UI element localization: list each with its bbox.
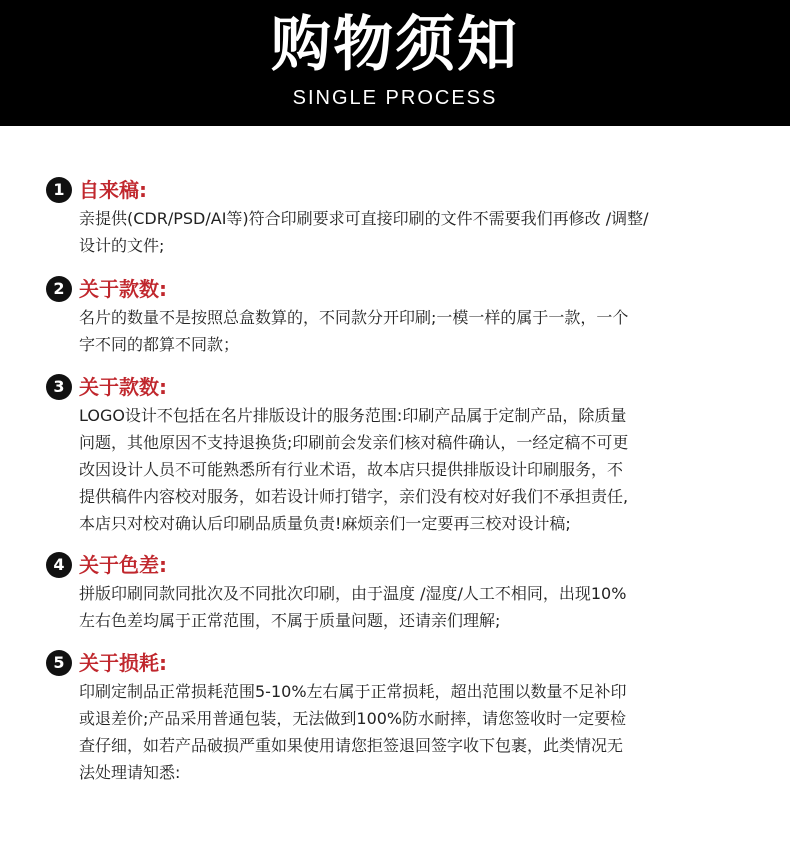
section-design-count (46, 274, 746, 358)
number-badge: 4 (46, 552, 72, 578)
section-color-difference (46, 550, 746, 634)
section-design-service (46, 372, 746, 537)
number-badge: 3 (46, 374, 72, 400)
body-line: 亲提供(CDR/PSD/AI等)符合印刷要求可直接印刷的文件不需要我们再修改 /调整/ (79, 209, 649, 228)
section-body (79, 205, 746, 259)
body-line: 提供稿件内容校对服务，如若设计师打错字，亲们没有校对好我们不承担责任, (79, 487, 629, 506)
body-line: 设计的文件; (79, 236, 165, 255)
body-line: LOGO设计不包括在名片排版设计的服务范围:印刷产品属于定制产品，除质量 (79, 406, 627, 425)
body-line: 或退差价;产品采用普通包装，无法做到100%防水耐摔，请您签收时一定要检 (79, 709, 627, 728)
section-title: 关于款数: (79, 277, 167, 301)
section-title: 关于损耗: (79, 651, 167, 675)
header-banner (0, 0, 790, 126)
body-line: 印刷定制品正常损耗范围5-10%左右属于正常损耗，超出范围以数量不足补印 (79, 682, 627, 701)
number-badge: 5 (46, 650, 72, 676)
section-body (79, 580, 746, 634)
section-title: 自来稿: (79, 178, 147, 202)
section-self-provided-files (46, 175, 746, 259)
section-title: 关于款数: (79, 375, 167, 399)
page-subtitle: SINGLE PROCESS (292, 87, 498, 109)
section-body (79, 304, 746, 358)
section-title: 关于色差: (79, 553, 167, 577)
number-badge: 2 (46, 276, 72, 302)
body-line: 字不同的都算不同款； (79, 335, 240, 354)
body-line: 本店只对校对确认后印刷品质量负责!麻烦亲们一定要再三校对设计稿; (79, 514, 571, 533)
body-line: 问题，其他原因不支持退换货;印刷前会发亲们核对稿件确认，一经定稿不可更 (79, 433, 629, 452)
body-line: 拼版印刷同款同批次及不同批次印刷，由于温度 /湿度/人工不相同，出现10% (79, 584, 627, 603)
number-badge: 1 (46, 177, 72, 203)
section-wastage (46, 648, 746, 786)
body-line: 查仔细，如若产品破损严重如果使用请您拒签退回签字收下包裹，此类情况无 (79, 736, 624, 755)
body-line: 名片的数量不是按照总盒数算的，不同款分开印刷;一模一样的属于一款，一个 (79, 308, 629, 327)
section-body (79, 402, 746, 537)
section-body (79, 678, 746, 786)
body-line: 改因设计人员不可能熟悉所有行业术语，故本店只提供排版设计印刷服务，不 (79, 460, 624, 479)
body-line: 法处理请知悉: (79, 763, 181, 782)
body-line: 左右色差均属于正常范围，不属于质量问题，还请亲们理解; (79, 611, 501, 630)
page-title: 购物须知 (271, 10, 519, 80)
